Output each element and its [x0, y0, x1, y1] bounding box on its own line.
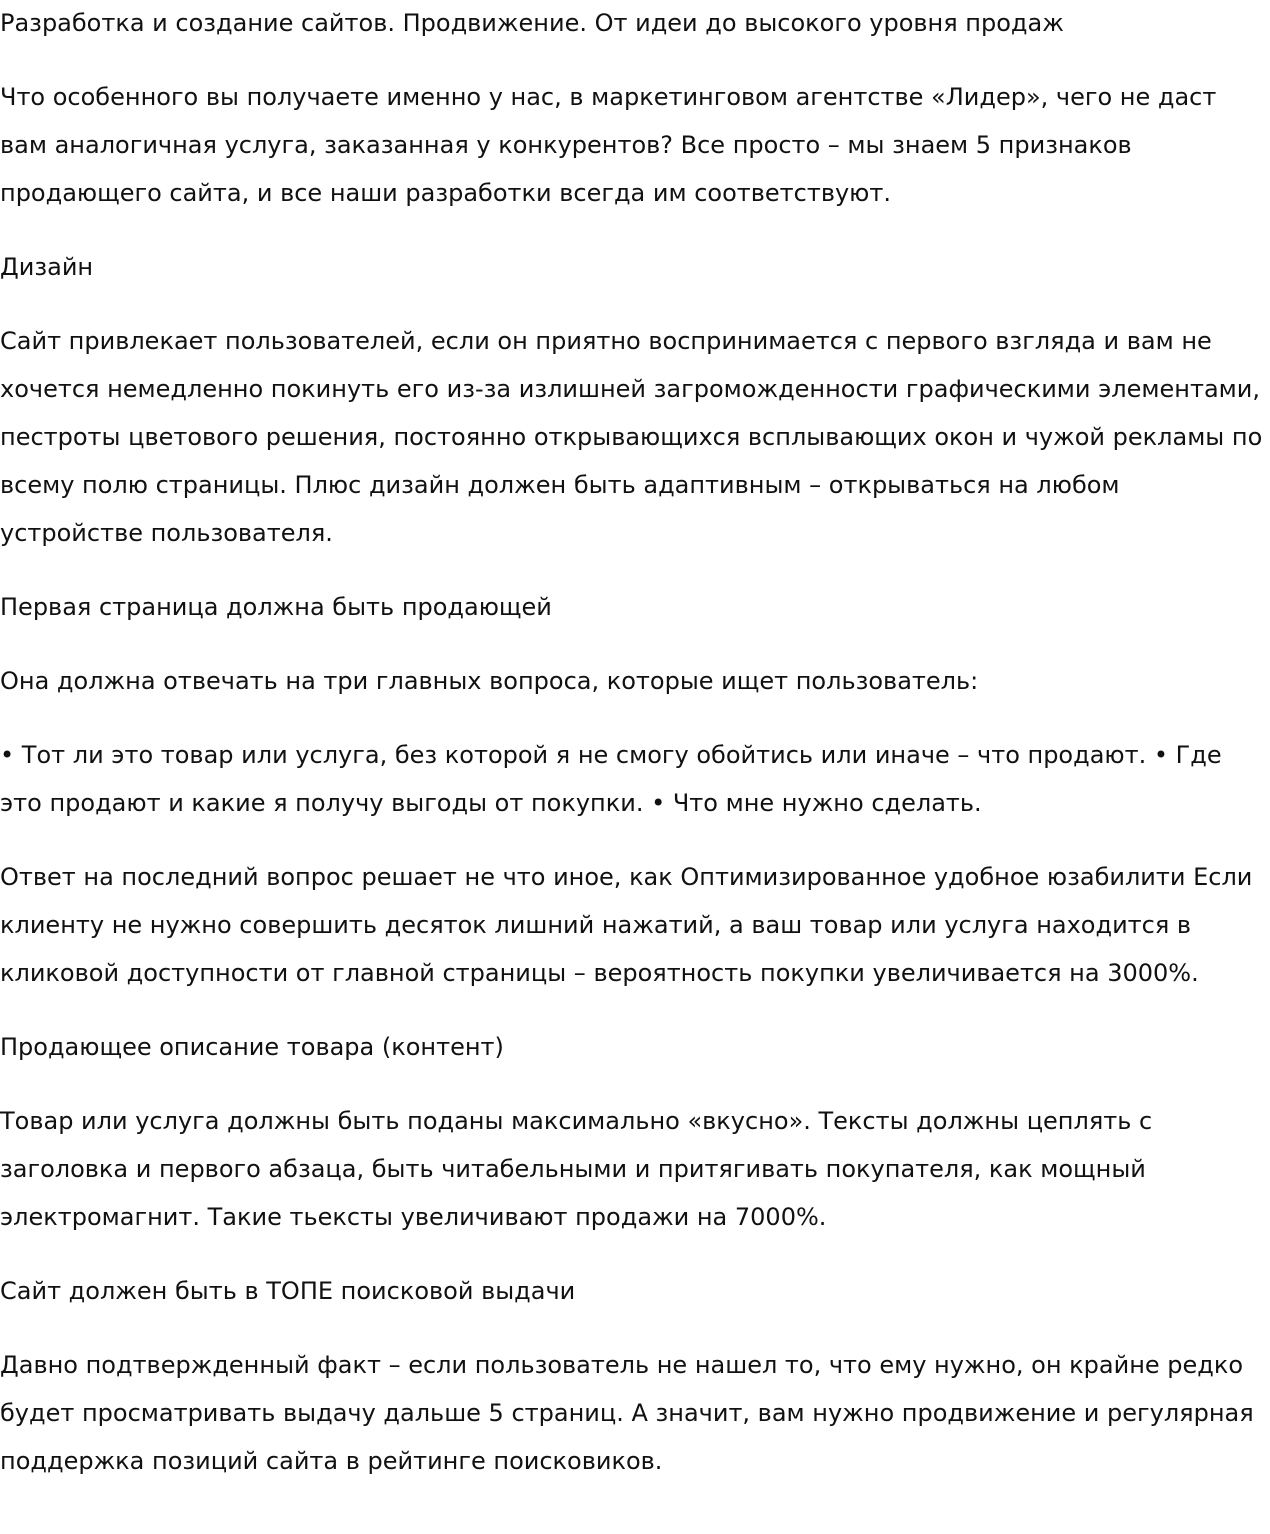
first-page-usability-paragraph: Ответ на последний вопрос решает не что иное, как Оптимизированное удобное юзабилити Если клиенту не нужно совершить десяток лишний нажатий, а ваш товар или услуга находится в кликовой доступности от главной страницы – вероятность покупки увеличивается на 3000%.	[0, 863, 1253, 987]
content-paragraph: Товар или услуга должны быть поданы максимально «вкусно». Тексты должны цеплять с заголовка и первого абзаца, быть читабельными и притягивать покупателя, как мощный электромагнит. Такие тьексты увеличивают продажи на 7000%.	[0, 1107, 1153, 1231]
article-intro: Что особенного вы получаете именно у нас, в маркетинговом агентстве «Лидер», чего не даст вам аналогичная услуга, заказанная у конкурентов? Все просто – мы знаем 5 признаков продающего сайта, и все наши разработки всегда им соответствуют.	[0, 83, 1217, 207]
section-heading-content: Продающее описание товара (контент)	[0, 1033, 504, 1061]
article-title: Разработка и создание сайтов. Продвижение. От идеи до высокого уровня продаж	[0, 9, 1064, 37]
design-paragraph: Сайт привлекает пользователей, если он приятно воспринимается с первого взгляда и вам не хочется немедленно покинуть его из-за излишней загроможденности графическими элементами, пестроты цветового решения, постоянно открывающихся всплывающих окон и чужой рекламы по всему полю страницы. Плюс дизайн должен быть адаптивным – открываться на любом устройстве пользователя.	[0, 327, 1263, 547]
first-page-intro-paragraph: Она должна отвечать на три главных вопроса, которые ищет пользователь:	[0, 667, 979, 695]
search-top-paragraph: Давно подтвержденный факт – если пользователь не нашел то, что ему нужно, он крайне редко будет просматривать выдачу дальше 5 страниц. А значит, вам нужно продвижение и регулярная поддержка позиций сайта в рейтинге поисковиков.	[0, 1351, 1254, 1475]
section-heading-design: Дизайн	[0, 253, 94, 281]
section-heading-first-page: Первая страница должна быть продающей	[0, 593, 552, 621]
first-page-questions-list: • Тот ли это товар или услуга, без которой я не смогу обойтись или иначе – что продают. • Где это продают и какие я получу выгоды от покупки. • Что мне нужно сделать.	[0, 741, 1222, 817]
section-heading-search-top: Сайт должен быть в ТОПЕ поисковой выдачи	[0, 1277, 576, 1305]
